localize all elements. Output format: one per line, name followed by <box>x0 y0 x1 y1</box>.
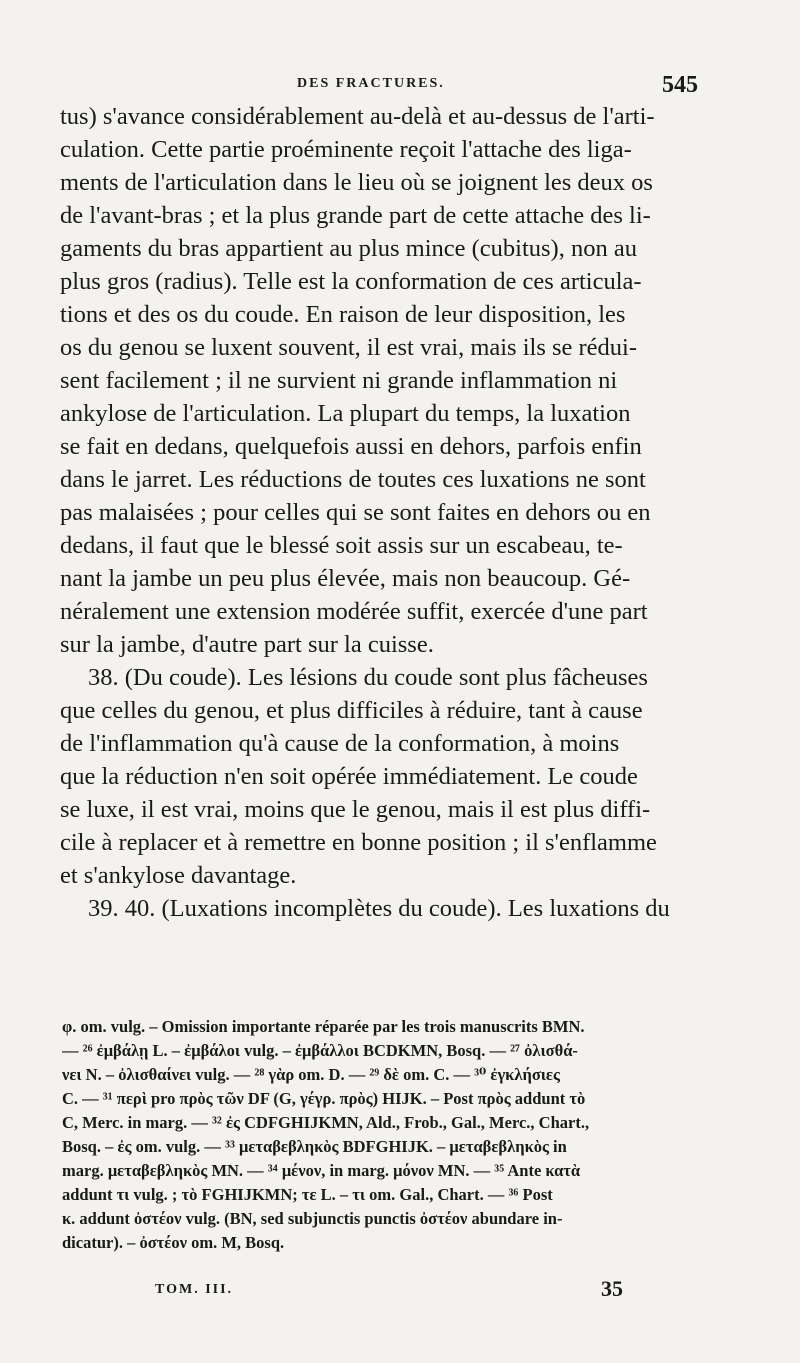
text-line: pas malaisées ; pour celles qui se sont faites en dehors ou en <box>60 499 651 526</box>
text-line: gaments du bras appartient au plus mince (cubitus), non au <box>60 235 637 262</box>
text-line: cile à replacer et à remettre en bonne position ; il s'enflamme <box>60 829 657 856</box>
text-line: nant la jambe un peu plus élevée, mais non beaucoup. Gé- <box>60 565 631 592</box>
text-line: de l'inflammation qu'à cause de la conformation, à moins <box>60 730 620 757</box>
text-line: tus) s'avance considérablement au-delà et au-dessus de l'arti- <box>60 103 655 130</box>
footnote-line: C, Merc. in marg. — ³² ἐς CDFGHIJKMN, Ald., Frob., Gal., Merc., Chart., <box>62 1113 590 1132</box>
text-line: sent facilement ; il ne survient ni grande inflammation ni <box>60 367 618 394</box>
text-line: que la réduction n'en soit opérée immédiatement. Le coude <box>60 763 638 790</box>
text-line: tions et des os du coude. En raison de leur disposition, les <box>60 301 626 328</box>
text-line: culation. Cette partie proéminente reçoit l'attache des liga- <box>60 136 632 163</box>
footnote-line: φ. om. vulg. – Omission importante réparée par les trois manuscrits BMN. <box>62 1017 585 1036</box>
body-text <box>60 100 700 925</box>
paragraph-start-line: 39. 40. (Luxations incomplètes du coude). Les luxations du <box>88 895 670 922</box>
text-line: dedans, il faut que le blessé soit assis sur un escabeau, te- <box>60 532 623 559</box>
text-line: ments de l'articulation dans le lieu où se joignent les deux os <box>60 169 653 196</box>
page-footer <box>155 1276 635 1306</box>
footnote-line: — ²⁶ ἐμβάλῃ L. – ἐμβάλοι vulg. – ἐμβάλλοι BCDKMN, Bosq. — ²⁷ ὀλισθά- <box>62 1041 578 1060</box>
footnote-line: C. — ³¹ περὶ pro πρὸς τῶν DF (G, γέγρ. πρὸς) HIJK. – Post πρὸς addunt τὸ <box>62 1089 586 1108</box>
text-line: os du genou se luxent souvent, il est vrai, mais ils se rédui- <box>60 334 638 361</box>
text-line: se luxe, il est vrai, moins que le genou, mais il est plus diffi- <box>60 796 651 823</box>
page-header <box>62 72 698 102</box>
footnotes <box>62 1015 702 1255</box>
text-line: dans le jarret. Les réductions de toutes ces luxations ne sont <box>60 466 646 493</box>
footnote-line: Bosq. – ἐς om. vulg. — ³³ μεταβεβληκὸς BDFGHIJK. – μεταβεβληκὸς in <box>62 1137 567 1156</box>
footnote-line: νει N. – ὀλισθαίνει vulg. — ²⁸ γὰρ om. D. — ²⁹ δὲ om. C. — ³⁰ ἐγκλήσιες <box>62 1065 560 1084</box>
page-number: 545 <box>662 72 698 98</box>
footnote-line: marg. μεταβεβληκὸς MN. — ³⁴ μένον, in marg. μόνον MN. — ³⁵ Ante κατὰ <box>62 1161 581 1180</box>
text-line: et s'ankylose davantage. <box>60 862 297 889</box>
text-line: se fait en dedans, quelquefois aussi en dehors, parfois enfin <box>60 433 642 460</box>
text-line: que celles du genou, et plus difficiles à réduire, tant à cause <box>60 697 643 724</box>
footnote-line: dicatur). – ὀστέον om. M, Bosq. <box>62 1233 285 1252</box>
footnote-line: addunt τι vulg. ; τὸ FGHIJKMN; τε L. – τι om. Gal., Chart. — ³⁶ Post <box>62 1185 553 1204</box>
paragraph-start-line: 38. (Du coude). Les lésions du coude sont plus fâcheuses <box>88 664 648 691</box>
text-line: plus gros (radius). Telle est la conformation de ces articula- <box>60 268 642 295</box>
signature-mark: 35 <box>601 1276 623 1301</box>
tome-label: TOM. III. <box>155 1282 234 1297</box>
text-line: néralement une extension modérée suffit, exercée d'une part <box>60 598 648 625</box>
text-line: ankylose de l'articulation. La plupart du temps, la luxation <box>60 400 631 427</box>
footnote-line: κ. addunt ὀστέον vulg. (BN, sed subjunctis punctis ὀστέον abundare in- <box>62 1209 563 1228</box>
text-line: de l'avant-bras ; et la plus grande part de cette attache des li- <box>60 202 651 229</box>
running-head: DES FRACTURES. <box>297 76 445 91</box>
text-line: sur la jambe, d'autre part sur la cuisse. <box>60 631 434 658</box>
